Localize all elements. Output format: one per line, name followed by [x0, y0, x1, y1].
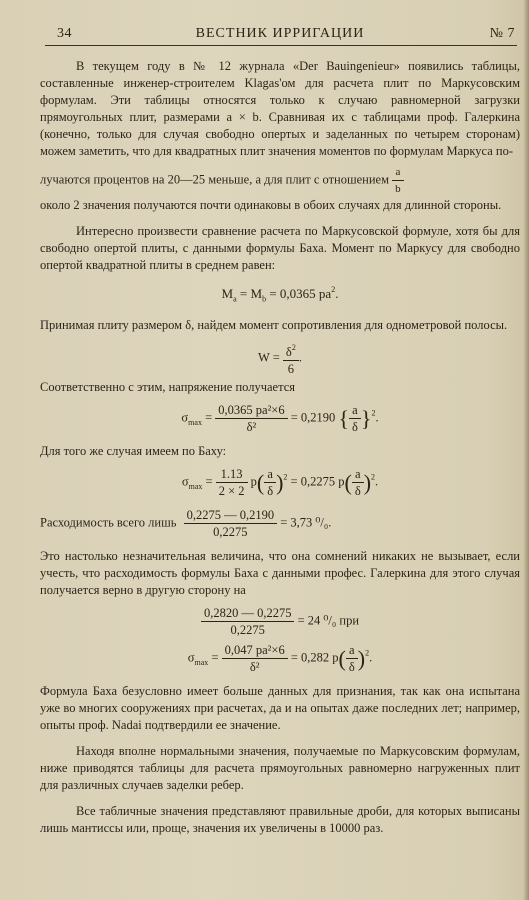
paragraph-galerkin: Это настолько незначительная величина, что она сомнений никаких не вызывает, если учесть, что расходимость формулы Баха с данными профес. Галеркина для этого случая получается верно в другую сторону на: [40, 548, 520, 597]
paragraph-stress: Соответственно с этим, напряжение получается: [40, 379, 296, 394]
formula-galerkin-diff: $\frac{0,2820 — 0,2275}{0,2275}$ = 24 ⁰/₀ при: [40, 605, 520, 638]
article-body: [40, 58, 520, 837]
paragraph-discrepancy: Расходимость всего лишь $\frac{0,2275 — 0,2190}{0,2275}$ = 3,73 ⁰/₀.: [40, 507, 332, 539]
paragraph-intro: В текущем году в № 12 журнала «Der Bauingenieur» появились таблицы, составленные инженер-строителем Klagas'ом для расчета плит по Маркусовским формулам. Эти таблицы относятся только к случаю равномерной загрузки прямоугольных плит, размерами a × b. Сравнивая их с таблицами проф. Галеркина (конечно, только для случая свободно опертых и заделанных по четырем сторонам) можем заметить, что для квадратных плит значения моментов по формулам Маркуса по-: [40, 59, 520, 158]
page-number: 34: [57, 26, 72, 41]
formula-section-modulus: W = $\frac{\delta^2}{6}$ .: [40, 340, 520, 377]
issue-number: № 7: [489, 26, 515, 41]
page-header: [45, 26, 515, 46]
paragraph-comparison: Интересно произвести сравнение расчета по Маркусовской формуле, хотя бы для свободно опертой плиты, с данными формулы Баха. Момент по Маркусу для свободно опертой квадратной плиты в среднем равен:: [40, 224, 520, 272]
paragraph-values: Все табличные значения представляют правильные дроби, для которых выписаны лишь мантиссы или, проще, значения их увеличены в 10000 раз.: [40, 803, 520, 835]
page-edge-shadow: [523, 0, 529, 900]
formula-moment: $M_a = M_b = 0,0365$ $pa^2$.: [221, 285, 339, 304]
paragraph-tables: Находя вполне нормальными значения, получаемые по Маркусовским формулам, ниже приводятся таблицы для расчета прямоугольных равномерно нагруженных плит для различных случаев заделки ребер.: [40, 743, 520, 792]
journal-title: ВЕСТНИК ИРРИГАЦИИ: [195, 26, 365, 41]
paragraph-plate: Принимая плиту размером δ, найдем момент сопротивления для однометровой полосы.: [40, 317, 508, 332]
ratio-fraction: $\frac{a}{b}$: [392, 164, 404, 197]
paragraph-intro-end: около 2 значения получаются почти одинаковы в обоих случаях для длинной стороны.: [40, 198, 502, 212]
formula-stress-bach: $\sigma_{max}$ = $\frac{1.13}{2 \times 2}$ p( $\frac{a}{\delta}$ )$^2$ = 0,2275 p( $\frac{a}{\delta}$ )$^2$.: [181, 466, 379, 498]
formula-stress-markus: $\sigma_{max}$ = $\frac{\text{0,0365 pa²×6}}{\text{δ²}}$ = 0,2190 { $\frac{a}{\delta}$ }$^2$.: [181, 402, 379, 434]
paragraph-bach-formula: Формула Баха безусловно имеет больше данных для признания, так как она испытана уже во многих сооружениях при расчетах, да и на опытах даже последних лет; например, опыты проф. Nadai подтвердили ее значение.: [40, 683, 520, 732]
header-rule: [45, 45, 517, 46]
paragraph-bach: Для того же случая имеем по Баху:: [40, 443, 227, 458]
formula-stress-galerkin: $\sigma_{max}$ = $\frac{\text{0,047 pa²×6}}{\text{δ²}}$ = 0,282 p( $\frac{a}{\delta}$ )$^2$.: [187, 642, 373, 674]
paragraph-intro-cont: лучаются процентов на 20—25 меньше, а для плит с отношением $\frac{a}{b}$: [40, 164, 520, 197]
